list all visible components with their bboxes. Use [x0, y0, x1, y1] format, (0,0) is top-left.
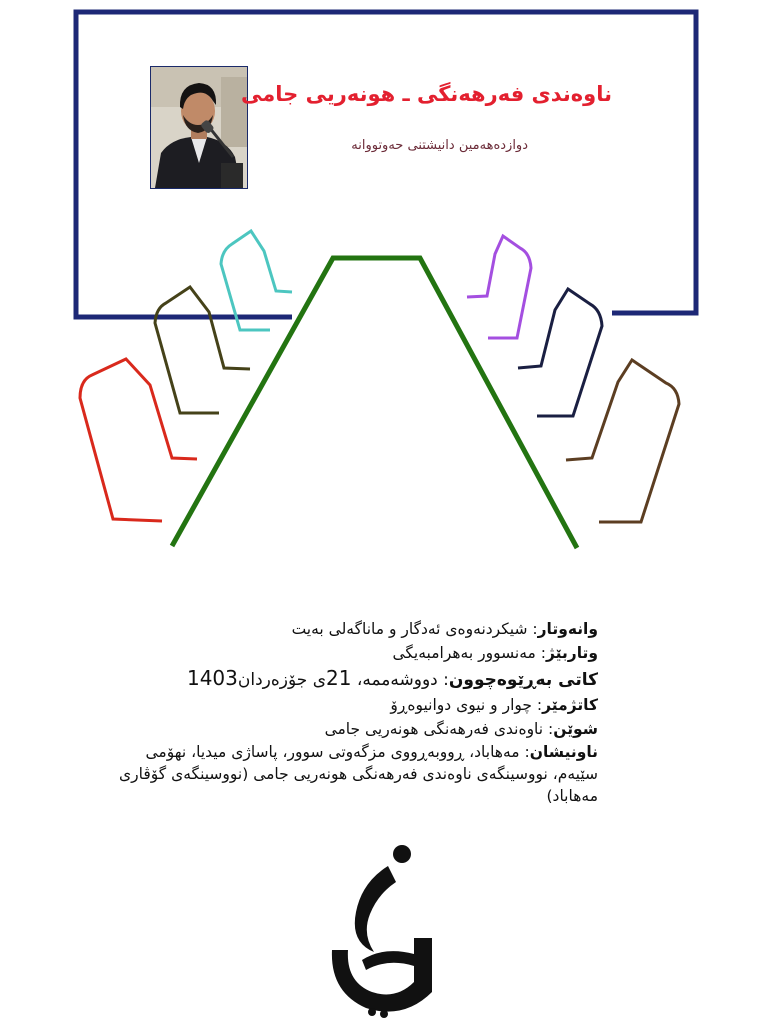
chair-red	[80, 359, 197, 521]
time-weekday: دووشەممە،	[351, 670, 438, 690]
speaker-value: مەنسوور بەهرامبەیگی	[392, 644, 536, 662]
speaker-label: وتاربێژ	[546, 644, 598, 662]
time-label: کاتی بەڕێوەچوون	[448, 670, 598, 690]
lecturer-value: شیکردنەوەی ئەدگار و ماناگەلی بەیت	[291, 620, 528, 638]
lecturer-label: وانەوتار	[537, 620, 598, 638]
lecturer-row: وانەوتار: شیکردنەوەی ئەدگار و ماناگەلی بەیت	[291, 620, 598, 638]
time-year: 1403	[186, 666, 238, 690]
place-value: ناوەندی فەرهەنگی هونەریی جامی	[324, 720, 544, 738]
speaker-portrait-icon	[151, 67, 247, 188]
chair-navy	[518, 289, 602, 416]
place-row: شوێن: ناوەندی فەرهەنگی هونەریی جامی	[324, 720, 598, 738]
page-title: ناوەندی فەرهەنگی ـ هونەریی جامی	[241, 82, 612, 106]
session-subtitle: دوازدەهەمین دانیشتنی حەوتووانە	[351, 138, 528, 153]
time-month: ی جۆزەردان	[237, 670, 326, 690]
hour-value: چوار و نیوی دوانیوەڕۆ	[390, 696, 532, 714]
address-label: ناونیشان	[529, 743, 598, 761]
chair-purple	[467, 236, 531, 338]
address-row: ناونیشان: مەهاباد، ڕووبەڕووی مزگەوتی سوور، پاساژی میدیا، نهۆمی سێیەم، نووسینگەی ناوەندی فەرهەنگی هونەریی جامی (نووسینگەی گۆڤاری مەهاباد)	[119, 743, 598, 805]
address-value: مەهاباد، ڕووبەڕووی مزگەوتی سوور، پاساژی میدیا، نهۆمی سێیەم، نووسینگەی ناوەندی فەرهەنگی هونەریی جامی (نووسینگەی گۆڤاری مەهاباد)	[119, 743, 598, 805]
place-label: شوێن	[553, 720, 598, 738]
jami-logo-icon	[322, 842, 444, 1022]
hour-row: کاتژمێر: چوار و نیوی دوانیوەڕۆ	[390, 696, 598, 714]
event-details	[100, 617, 598, 807]
speaker-row: وتاربێژ: مەنسوور بەهرامبەیگی	[392, 644, 598, 662]
time-row: کاتی بەڕێوەچوون: دووشەممە، 21ی جۆزەردان1403	[186, 666, 598, 690]
hour-label: کاتژمێر	[542, 696, 598, 714]
time-day: 21	[326, 666, 352, 690]
chair-olive	[155, 287, 250, 413]
speaker-photo	[150, 66, 248, 189]
